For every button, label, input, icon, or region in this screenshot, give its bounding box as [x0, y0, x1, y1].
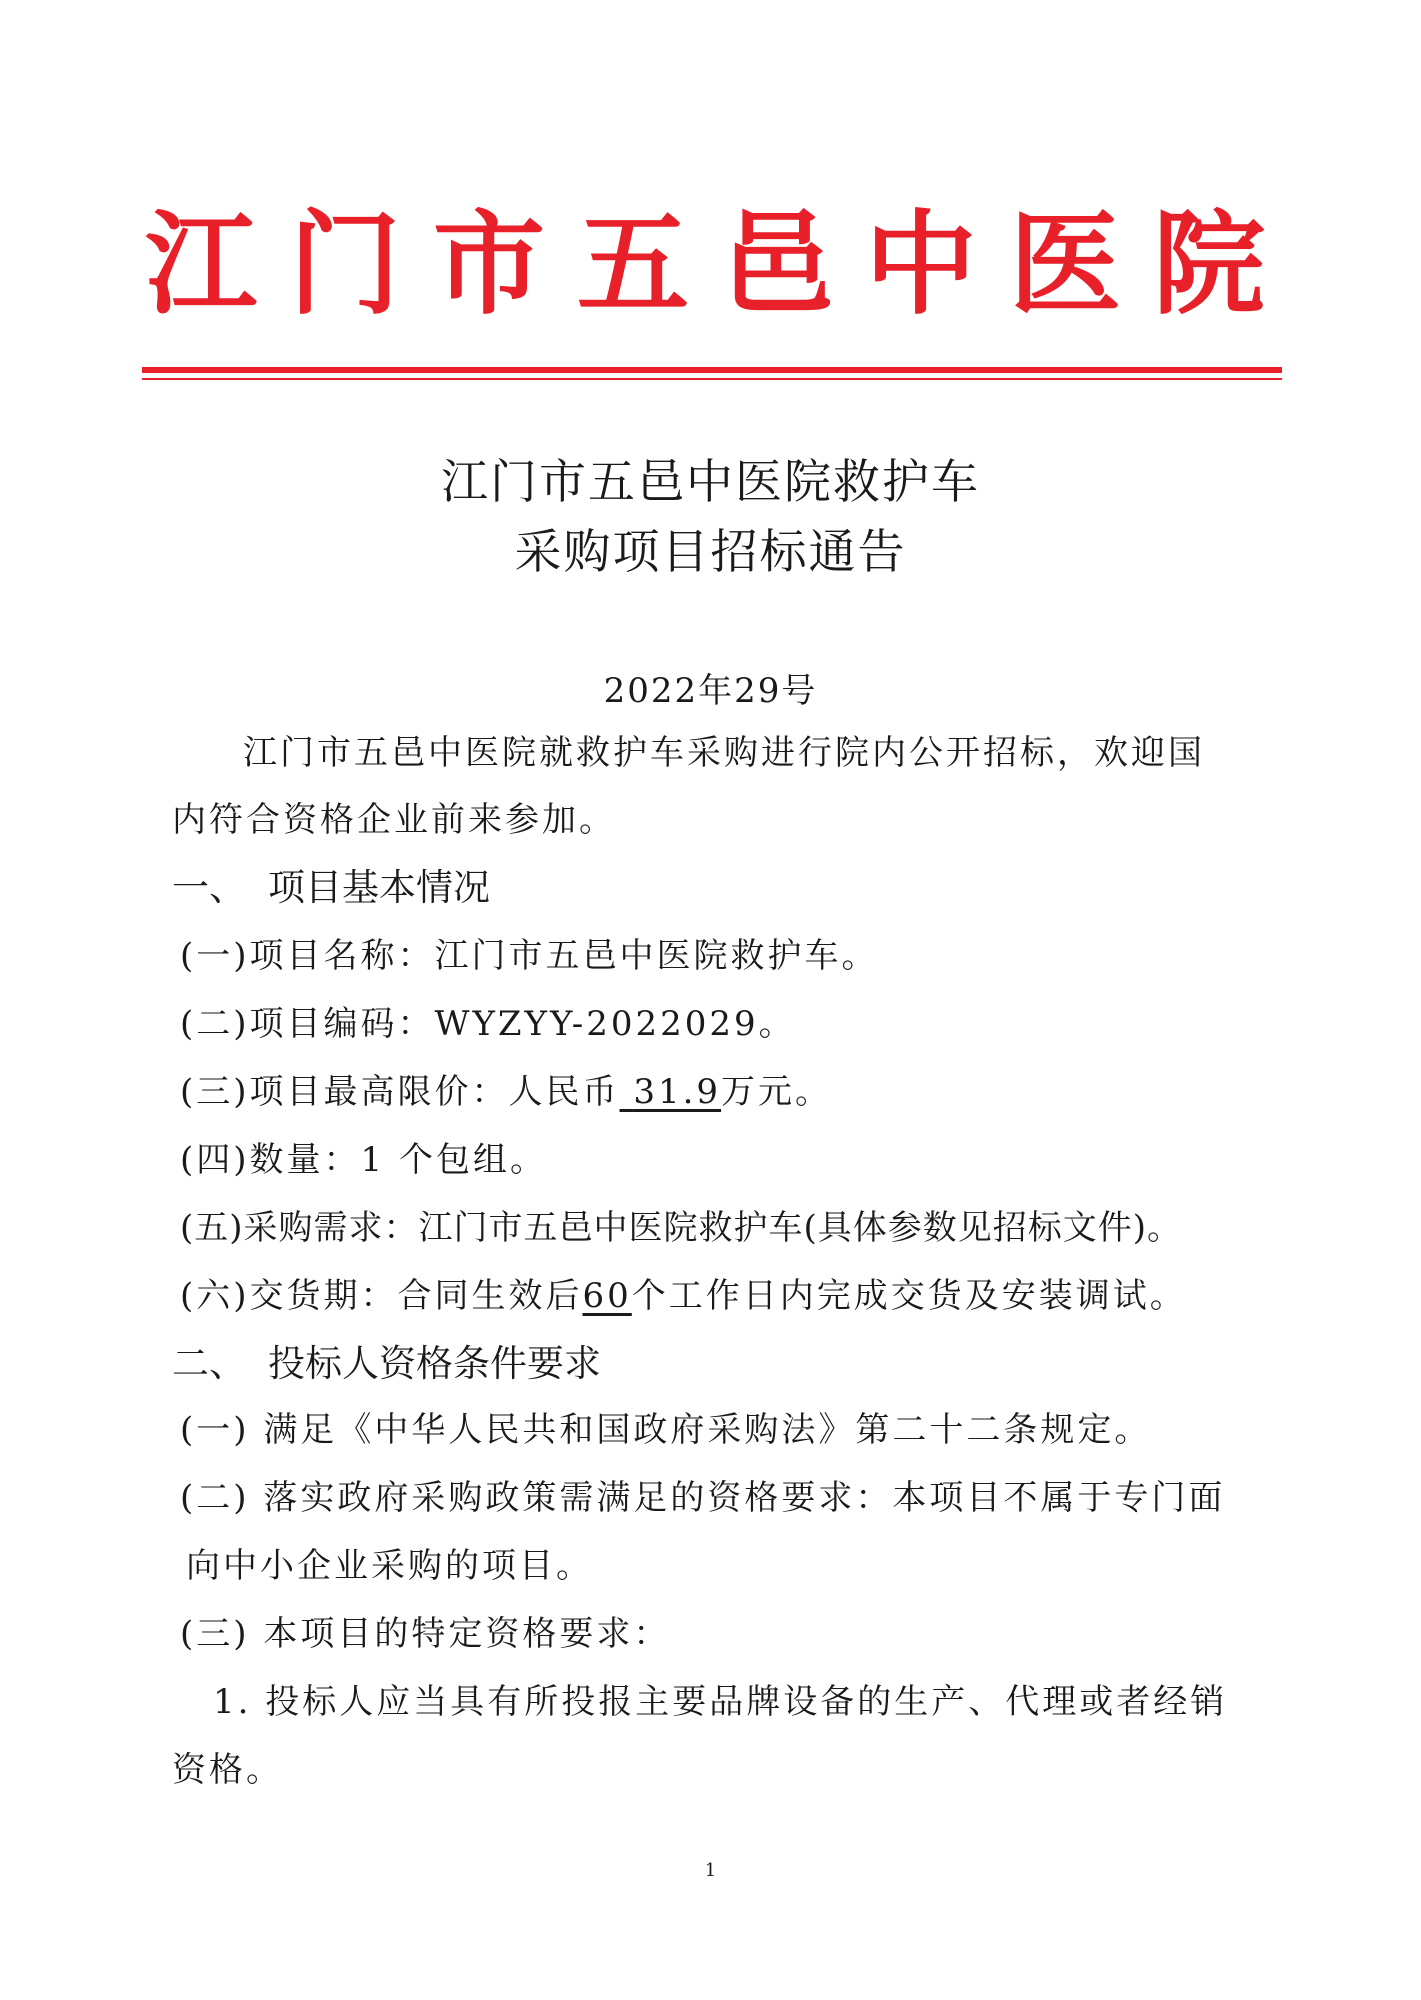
price-label: (三)项目最高限价：人民币 [180, 1072, 620, 1112]
document-number: 2022年29号 [603, 671, 818, 711]
section2-item3-sub1-line1: 1. 投标人应当具有所投报主要品牌设备的生产、代理或者经销 [213, 1682, 1228, 1722]
letterhead-char: 医 [1009, 199, 1121, 330]
letterhead-char: 院 [1153, 199, 1265, 330]
page-number: 1 [704, 1860, 717, 1881]
section2-item3: (三) 本项目的特定资格要求： [180, 1614, 671, 1654]
letterhead-char: 邑 [721, 199, 833, 330]
letterhead-char: 中 [865, 199, 977, 330]
section1-item-code: (二)项目编码：WYZYY-2022029。 [180, 1004, 796, 1044]
letterhead-char: 江 [145, 199, 257, 330]
letterhead-char: 市 [433, 199, 545, 330]
section2-item1: (一) 满足《中华人民共和国政府采购法》第二十二条规定。 [180, 1410, 1152, 1450]
intro-line1: 江门市五邑中医院就救护车采购进行院内公开招标，欢迎国 [243, 733, 1205, 773]
price-unit: 万元。 [721, 1072, 833, 1112]
letterhead-char: 门 [289, 199, 401, 330]
section1-item-delivery [180, 1276, 1187, 1317]
section2-item2-line1: (二) 落实政府采购政策需满足的资格要求：本项目不属于专门面 [180, 1478, 1226, 1518]
document-title-line2: 采购项目招标通告 [514, 525, 907, 580]
section1-item-quantity: (四)数量：1 个包组。 [180, 1140, 547, 1180]
section1-title: 项目基本情况 [268, 866, 490, 909]
letterhead-rule-thick [142, 367, 1282, 373]
letterhead-char: 五 [577, 199, 689, 330]
delivery-text: 个工作日内完成交货及安装调试。 [631, 1276, 1187, 1316]
section2-number: 二、 [172, 1342, 246, 1385]
section1-item-name: (一)项目名称：江门市五邑中医院救护车。 [180, 936, 879, 976]
delivery-days: 60 [582, 1276, 632, 1316]
section2-item2-line2: 向中小企业采购的项目。 [186, 1546, 593, 1586]
section1-heading [172, 866, 490, 910]
section2-title: 投标人资格条件要求 [268, 1342, 601, 1385]
section2-heading [172, 1342, 601, 1386]
document-title-line1: 江门市五邑中医院救护车 [441, 455, 980, 510]
section2-item3-sub1-line2: 资格。 [172, 1750, 283, 1790]
letterhead [145, 185, 1265, 345]
price-value: 31.9 [633, 1072, 722, 1112]
section1-number: 一、 [172, 866, 246, 909]
section1-item-price [180, 1072, 832, 1113]
delivery-label: (六)交货期：合同生效后 [180, 1276, 583, 1316]
intro-line2: 内符合资格企业前来参加。 [172, 800, 616, 840]
letterhead-rule-thin [142, 378, 1282, 380]
section1-item-demand: (五)采购需求：江门市五邑中医院救护车(具体参数见招标文件)。 [180, 1208, 1183, 1248]
